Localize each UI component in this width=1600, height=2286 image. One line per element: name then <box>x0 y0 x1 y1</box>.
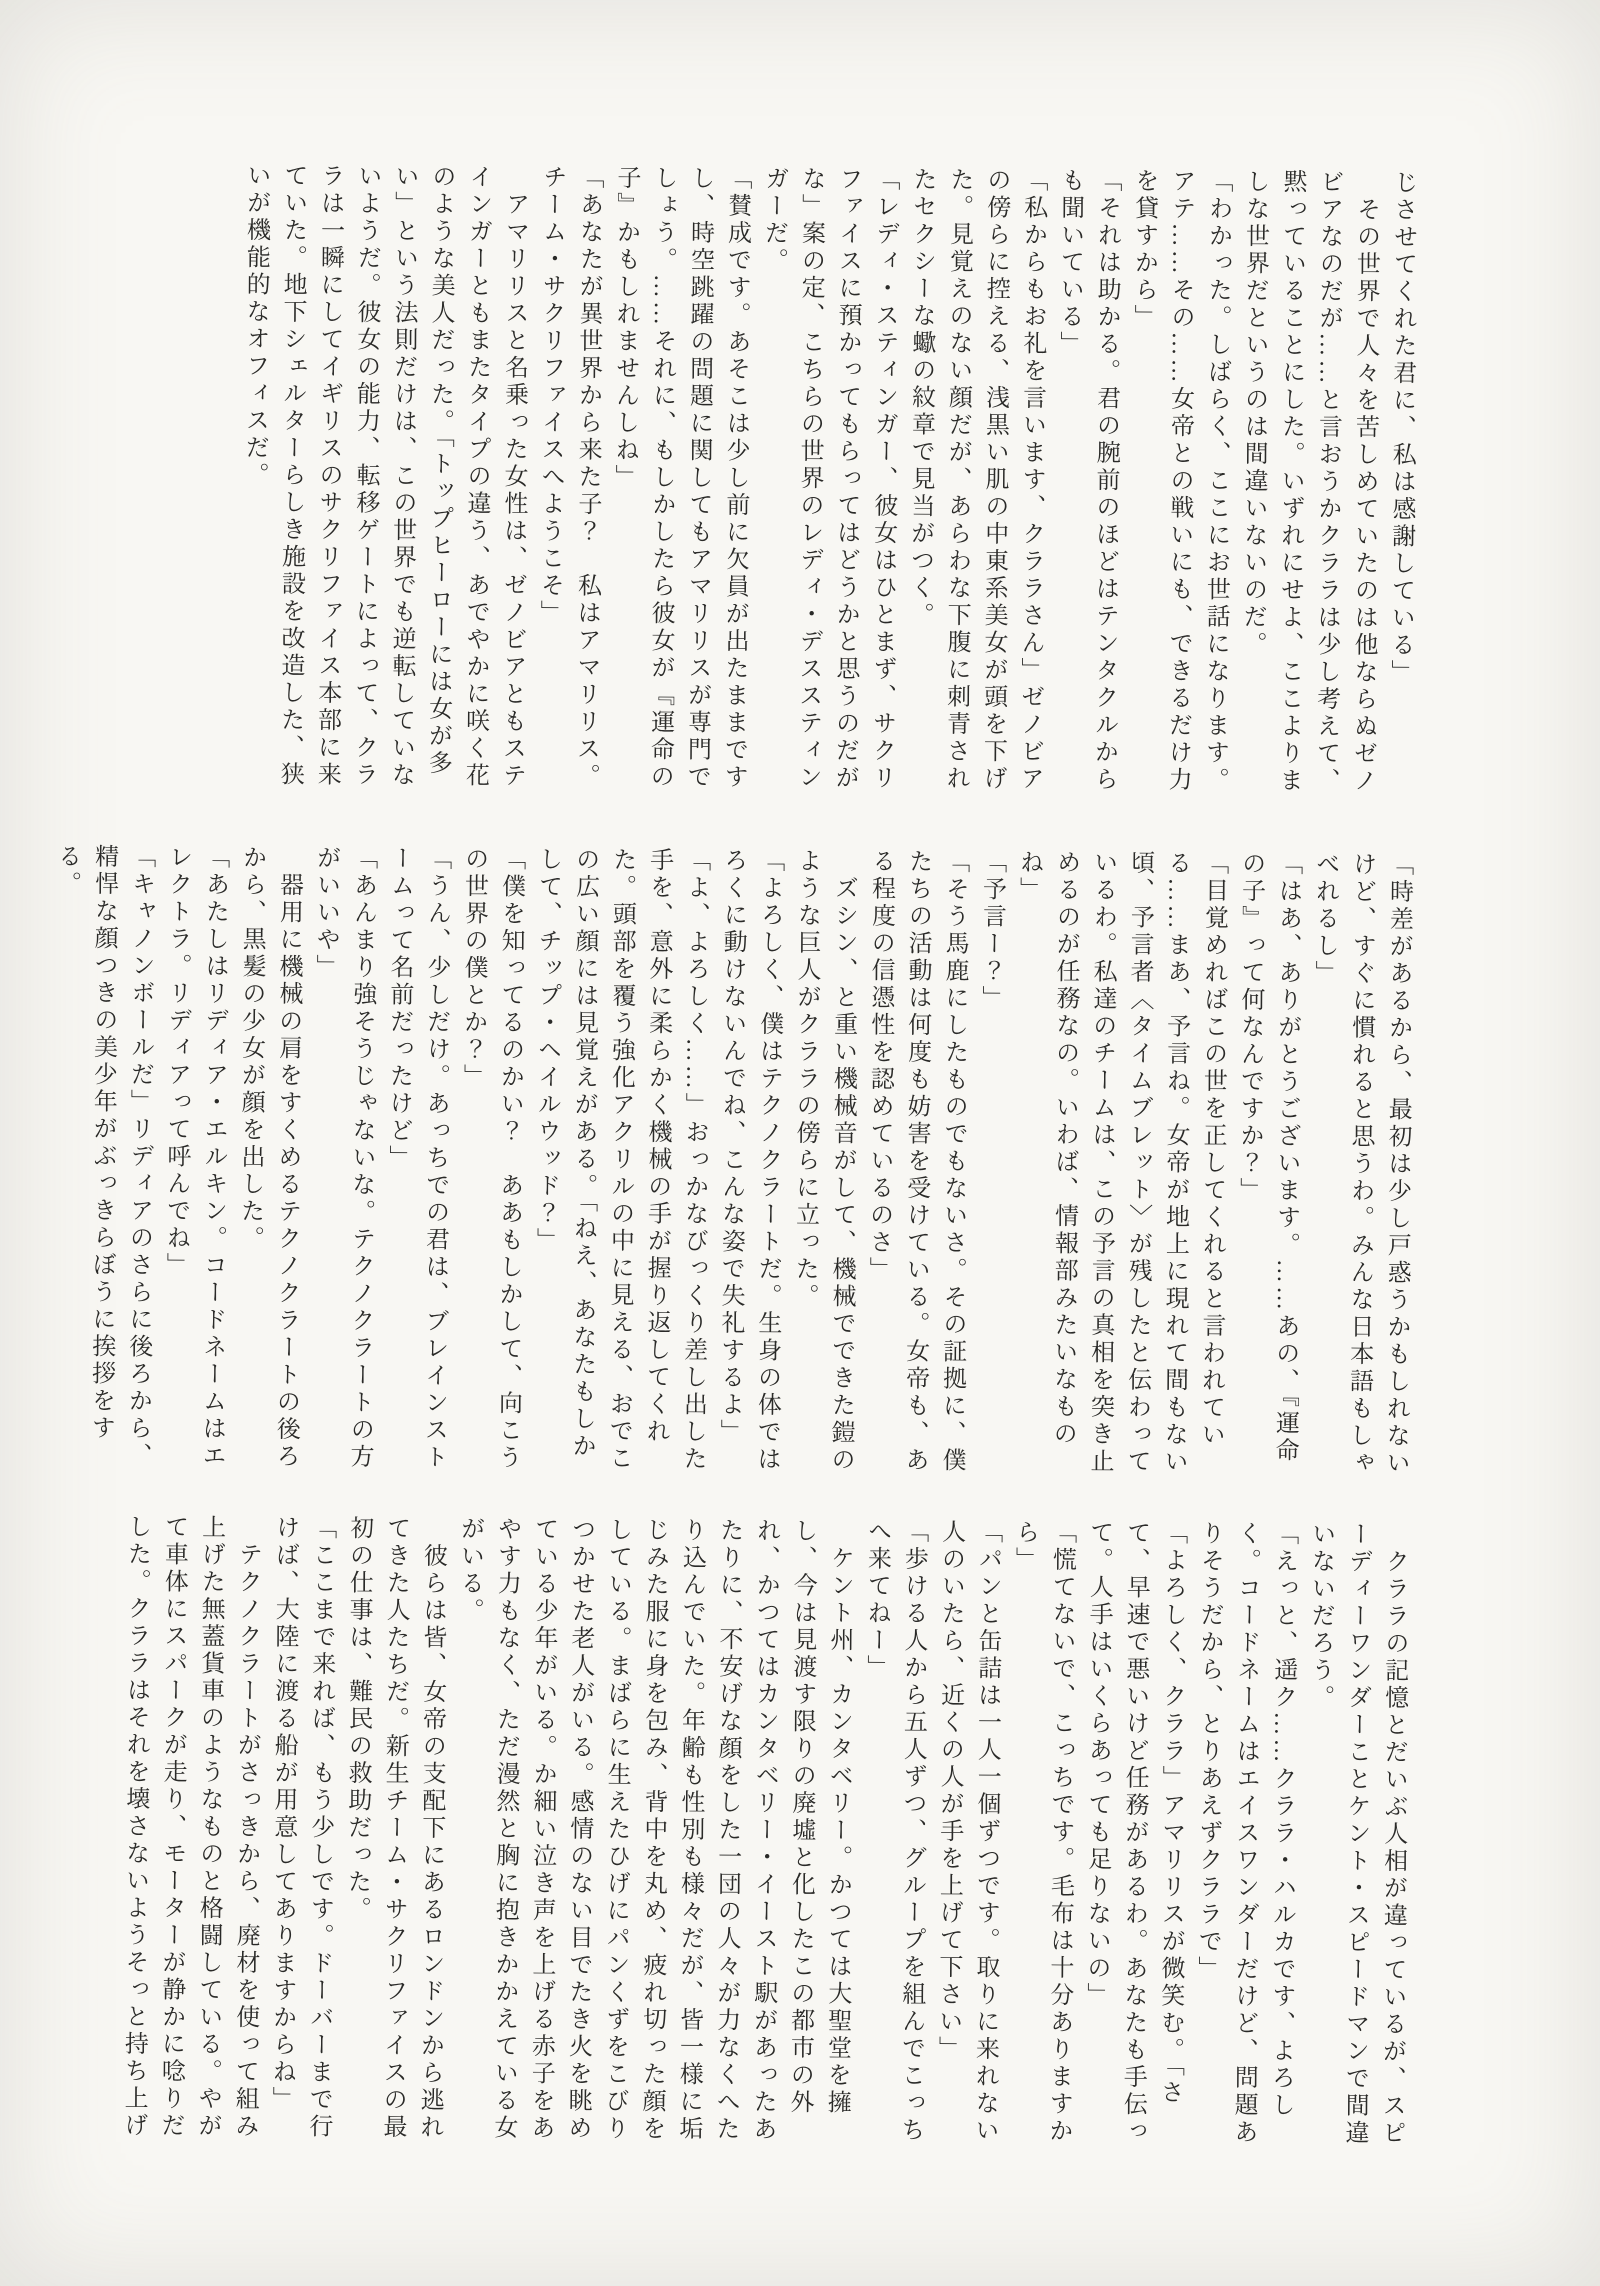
text-band-top: じさせてくれた君に、私は感謝している」 その世界で人々を苦しめていたのは他ならぬゼノビアなのだが……と言おうかクララは少し考えて、黙っていることにした。いずれにせよ、ここよりましな世界だというのは間違いないのだ。 「わかった。しばらく、ここにお世話になります。アテ……その……女帝との戦いにも、できるだけ力を貸すから」 「それは助かる。君の腕前のほどはテンタクルからも聞いている」 「私からもお礼を言います、クララさん」ゼノビアの傍らに控える、浅黒い肌の中東系美女が頭を下げた。見覚えのない顔だが、あらわな下腹に刺青されたセクシーな蠍の紋章で見当がつく。 「レディ・スティンガー、彼女はひとまず、サクリファイスに預かってもらってはどうかと思うのだがな」案の定、こちらの世界のレディ・デススティンガーだ。 「賛成です。あそこは少し前に欠員が出たままですし、時空跳躍の問題に関してもアマリリスが専門でしょう。……それに、もしかしたら彼女が『運命の子』かもしれませんしね」 「あなたが異世界から来た子？ 私はアマリリス。チーム・サクリファイスへようこそ」 アマリリスと名乗った女性は、ゼノビアともステインガーともまたタイプの違う、あでやかに咲く花のような美人だった。「トップヒーローには女が多い」という法則だけは、この世界でも逆転していないようだ。彼女の能力、転移ゲートによって、クララは一瞬にしてイギリスのサクリファイス本部に来ていた。地下シェルターらしき施設を改造した、狭いが機能的なオフィスだ。 <box>240 162 1416 796</box>
text-band-bottom: クララの記憶とだいぶ人相が違っているが、スピーディーワンダーことケント・スピードマンで間違いないだろう。 「えっと、遥ク……クララ・ハルカです、よろしく。コードネームはエイスワンダーだけど、問題ありそうだから、とりあえずクララで」 「よろしく、クララ」アマリリスが微笑む。「さて、早速で悪いけど任務があるわ。あなたも手伝って。人手はいくらあっても足りないの」 「慌てないで、こっちです。毛布は十分ありますから」 「パンと缶詰は一人一個ずつです。取りに来れない人のいたら、近くの人が手を上げて下さい」 「歩ける人から五人ずつ、グループを組んでこっちへ来てねー」 ケント州、カンタベリー。かつては大聖堂を擁し、今は見渡す限りの廃墟と化したこの都市の外れ、かつてはカンタベリー・イースト駅があったあたりに、不安げな顔をした一団の人々が力なくへたり込んでいた。年齢も性別も様々だが、皆一様に垢じみた服に身を包み、背中を丸め、疲れ切った顔をしている。まばらに生えたひげにパンくずをこびりつかせた老人がいる。感情のない目でたき火を眺めている少年がいる。か細い泣き声を上げる赤子をあやす力もなく、ただ漫然と胸に抱きかかえている女がいる。 彼らは皆、女帝の支配下にあるロンドンから逃れてきた人たちだ。新生チーム・サクリファイスの最初の仕事は、難民の救助だった。 「ここまで来れば、もう少しです。ドーバーまで行けば、大陸に渡る船が用意してありますからね」 テクノクラートがさっきから、廃材を使って組み上げた無蓋貨車のようなものと格闘している。やがて車体にスパークが走り、モーターが静かに唸りだした。クララはそれを壊さないようそっと持ち上げ <box>119 1513 1408 2148</box>
text-band-middle: 「時差があるから、最初は少し戸惑うかもしれないけど、すぐに慣れると思うわ。みんな日本語もしゃべれるし」 「はあ、ありがとうございます。……あの、『運命の子』って何なんですか？」 「目覚めればこの世を正してくれると言われている……まあ、予言ね。女帝が地上に現れて間もない頃、予言者〈タイムブレット〉が残したと伝わっているわ。私達のチームは、この予言の真相を突き止めるのが任務なの。いわば、情報部みたいなものね」 「予言ー？」 「そう馬鹿にしたものでもないさ。その証拠に、僕たちの活動は何度も妨害を受けている。女帝も、ある程度の信憑性を認めているのさ」 ズシン、と重い機械音がして、機械でできた鎧のような巨人がクララの傍らに立った。 「よろしく、僕はテクノクラートだ。生身の体ではろくに動けないんでね、こんな姿で失礼するよ」 「よ、よろしく……」おっかなびっくり差し出した手を、意外に柔らかく機械の手が握り返してくれた。頭部を覆う強化アクリルの中に見える、おでこの広い顔には見覚えがある。「ねえ、あなたもしかして、チップ・ヘイルウッド？」 「僕を知ってるのかい？ ああもしかして、向こうの世界の僕とか？」 「うん、少しだけ。あっちでの君は、ブレインストームって名前だったけど」 「あんまり強そうじゃないな。テクノクラートの方がいいや」 器用に機械の肩をすくめるテクノクラートの後ろから、黒髪の少女が顔を出した。 「あたしはリディア・エルキン。コードネームはエレクトラ。リディアって呼んでね」 「キャノンボールだ」リディアのさらに後ろから、精悍な顔つきの美少年がぶっきらぼうに挨拶をする。 <box>53 843 1412 1478</box>
